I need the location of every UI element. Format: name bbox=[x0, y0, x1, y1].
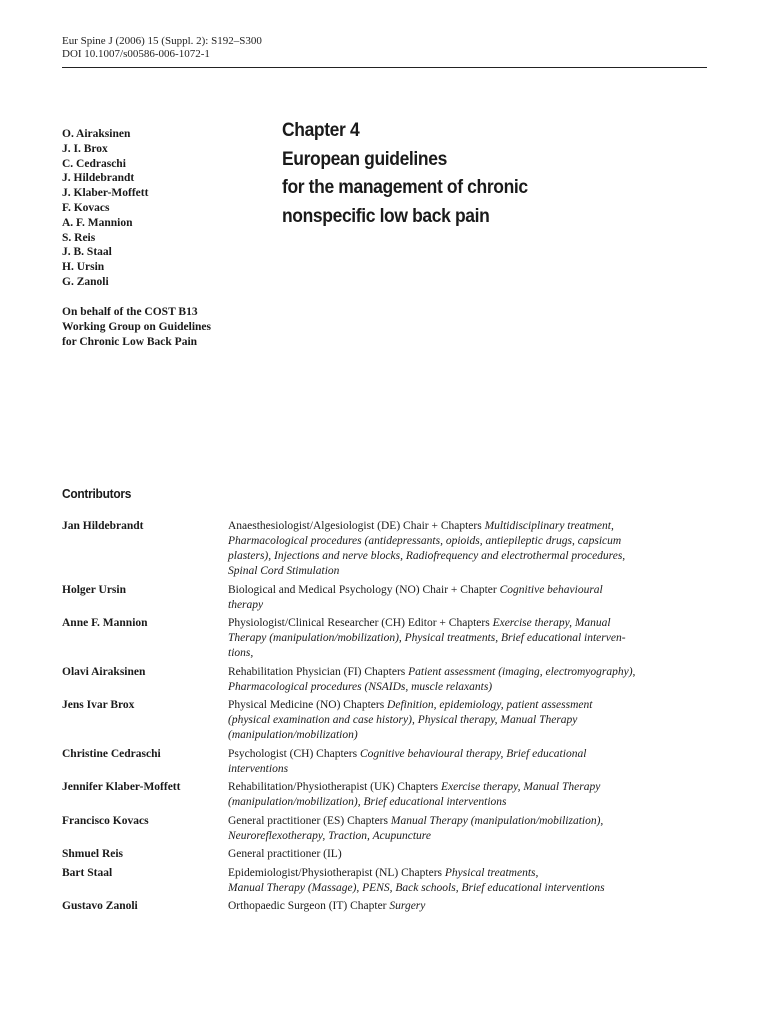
contributor-role-line bbox=[228, 631, 708, 646]
chapter-topics: Patient assessment (imaging, electromyography), bbox=[408, 665, 636, 678]
contributor-role-line bbox=[228, 728, 708, 743]
contributor-role bbox=[228, 780, 708, 810]
contributor-role bbox=[228, 847, 708, 862]
chapter-topics: Therapy (manipulation/mobilization), Physical treatments, Brief educational interven- bbox=[228, 632, 626, 644]
header-rule bbox=[62, 67, 707, 68]
author-name: A. F. Mannion bbox=[62, 216, 133, 229]
contributor-role-line bbox=[228, 795, 708, 810]
author-name: F. Kovacs bbox=[62, 201, 110, 214]
contributor-role-line bbox=[228, 519, 708, 534]
contributors-table bbox=[62, 519, 712, 918]
contributor-role bbox=[228, 899, 708, 914]
contributor-role bbox=[228, 814, 708, 844]
contributor-name: Holger Ursin bbox=[62, 583, 126, 596]
chapter-topics: Exercise therapy, Manual Therapy bbox=[441, 781, 601, 793]
chapter-title-line: Chapter 4 bbox=[282, 120, 360, 141]
contributor-role-line bbox=[228, 899, 708, 914]
contributor-row bbox=[62, 583, 712, 613]
chapter-topics: Exercise therapy, Manual bbox=[492, 617, 611, 629]
role-text: Rehabilitation/Physiotherapist (UK) Chapters bbox=[228, 781, 442, 793]
contributor-name: Francisco Kovacs bbox=[62, 814, 149, 827]
contributor-name: Bart Staal bbox=[62, 866, 113, 879]
contributor-role-line bbox=[228, 698, 708, 713]
chapter-topics: Definition, epidemiology, patient assessment bbox=[387, 699, 593, 711]
chapter-title-line: nonspecific low back pain bbox=[282, 205, 490, 227]
role-text: Physiologist/Clinical Researcher (CH) Editor + Chapters bbox=[228, 617, 493, 629]
author-name: O. Airaksinen bbox=[62, 128, 131, 140]
author-name: J. B. Staal bbox=[62, 246, 112, 259]
contributor-name: Jennifer Klaber-Moffett bbox=[62, 781, 181, 793]
chapter-topics: interventions bbox=[228, 762, 289, 775]
chapter-title-line: European guidelines bbox=[282, 148, 447, 170]
contributor-role-line bbox=[228, 747, 708, 762]
contributor-row bbox=[62, 665, 712, 695]
contributor-role-line bbox=[228, 814, 708, 829]
author-name: S. Reis bbox=[62, 231, 96, 244]
role-text: Anaesthesiologist/Algesiologist (DE) Chair + Chapters bbox=[228, 520, 485, 532]
chapter-topics: Cognitive behavioural bbox=[499, 583, 603, 596]
chapter-topics: Cognitive behavioural therapy, Brief educational bbox=[359, 747, 587, 760]
contributor-name: Olavi Airaksinen bbox=[62, 665, 146, 678]
contributor-role-line bbox=[228, 534, 708, 549]
chapter-topics: Physical treatments, bbox=[444, 866, 539, 879]
chapter-topics: Spinal Cord Stimulation bbox=[228, 565, 340, 577]
contributor-role bbox=[228, 665, 708, 695]
chapter-topics: Manual Therapy (Massage), PENS, Back schools, Brief educational interventions bbox=[228, 881, 605, 894]
chapter-title-line: for the management of chronic bbox=[282, 177, 528, 198]
contributor-row bbox=[62, 616, 712, 661]
contributor-role-line bbox=[228, 665, 708, 680]
role-text: Biological and Medical Psychology (NO) Chair + Chapter bbox=[228, 583, 500, 596]
author-name: H. Ursin bbox=[62, 261, 105, 274]
chapter-topics: (manipulation/mobilization) bbox=[228, 729, 358, 741]
chapter-title bbox=[282, 117, 528, 231]
chapter-topics: Multidisciplinary treatment, bbox=[484, 520, 614, 532]
contributor-role bbox=[228, 583, 708, 613]
contributor-role-line bbox=[228, 762, 708, 777]
contributor-role-line bbox=[228, 780, 708, 795]
role-text: Epidemiologist/Physiotherapist (NL) Chapters bbox=[228, 866, 445, 879]
contributor-role-line bbox=[228, 646, 708, 661]
doi-line: DOI 10.1007/s00586-006-1072-1 bbox=[62, 48, 210, 60]
contributor-role-line bbox=[228, 598, 708, 613]
chapter-topics: Manual Therapy (manipulation/mobilization), bbox=[390, 814, 604, 827]
working-group-note bbox=[62, 305, 211, 349]
chapter-topics: Surgery bbox=[389, 900, 426, 912]
journal-citation: Eur Spine J (2006) 15 (Suppl. 2): S192–S300 bbox=[62, 35, 262, 47]
contributor-role-line bbox=[228, 549, 708, 564]
chapter-topics: (manipulation/mobilization), Brief educational interventions bbox=[228, 796, 507, 808]
contributor-row bbox=[62, 847, 712, 862]
chapter-topics: (physical examination and case history), Physical therapy, Manual Therapy bbox=[228, 714, 578, 726]
contributor-role-line bbox=[228, 866, 708, 881]
contributor-role bbox=[228, 519, 708, 579]
author-name: J. Hildebrandt bbox=[62, 172, 135, 185]
contributor-name: Shmuel Reis bbox=[62, 848, 124, 860]
author-name: C. Cedraschi bbox=[62, 157, 126, 170]
author-list bbox=[62, 127, 148, 290]
contributors-heading: Contributors bbox=[62, 486, 132, 501]
chapter-topics: tions, bbox=[228, 647, 254, 659]
contributor-row bbox=[62, 899, 712, 914]
chapter-topics: Neuroreflexotherapy, Traction, Acupuncture bbox=[228, 829, 431, 842]
role-text: General practitioner (ES) Chapters bbox=[228, 814, 391, 827]
contributor-name: Gustavo Zanoli bbox=[62, 900, 138, 912]
contributor-name: Jens Ivar Brox bbox=[62, 699, 135, 711]
contributor-role-line bbox=[228, 847, 708, 862]
role-text: Rehabilitation Physician (FI) Chapters bbox=[228, 665, 409, 678]
contributor-role-line bbox=[228, 583, 708, 598]
contributor-role-line bbox=[228, 881, 708, 896]
contributor-name: Christine Cedraschi bbox=[62, 747, 161, 760]
journal-header bbox=[62, 35, 262, 61]
working-group-line: for Chronic Low Back Pain bbox=[62, 335, 198, 348]
contributor-role-line bbox=[228, 829, 708, 844]
role-text: Orthopaedic Surgeon (IT) Chapter bbox=[228, 900, 390, 912]
chapter-topics: plasters), Injections and nerve blocks, Radiofrequency and electrothermal procedures, bbox=[228, 550, 626, 562]
contributor-row bbox=[62, 698, 712, 743]
contributor-role-line bbox=[228, 713, 708, 728]
contributor-role bbox=[228, 866, 708, 896]
contributor-role-line bbox=[228, 564, 708, 579]
contributor-role bbox=[228, 698, 708, 743]
contributor-role-line bbox=[228, 680, 708, 695]
author-name: G. Zanoli bbox=[62, 275, 109, 288]
contributor-role bbox=[228, 747, 708, 777]
contributor-name: Jan Hildebrandt bbox=[62, 520, 144, 532]
chapter-topics: therapy bbox=[228, 598, 264, 611]
contributor-row bbox=[62, 814, 712, 844]
role-text: Psychologist (CH) Chapters bbox=[228, 747, 360, 760]
contributor-row bbox=[62, 519, 712, 579]
working-group-line: Working Group on Guidelines bbox=[62, 320, 212, 333]
contributor-role bbox=[228, 616, 708, 661]
contributor-row bbox=[62, 866, 712, 896]
author-name: J. Klaber-Moffett bbox=[62, 187, 149, 200]
contributor-row bbox=[62, 747, 712, 777]
chapter-topics: Pharmacological procedures (NSAIDs, muscle relaxants) bbox=[228, 680, 493, 693]
contributor-role-line bbox=[228, 616, 708, 631]
role-text: General practitioner (IL) bbox=[228, 848, 342, 860]
contributor-name: Anne F. Mannion bbox=[62, 617, 148, 629]
chapter-topics: Pharmacological procedures (antidepressants, opioids, antiepileptic drugs, capsicum bbox=[228, 535, 622, 547]
author-name: J. I. Brox bbox=[62, 142, 108, 155]
contributor-row bbox=[62, 780, 712, 810]
role-text: Physical Medicine (NO) Chapters bbox=[228, 699, 388, 711]
working-group-line: On behalf of the COST B13 bbox=[62, 306, 198, 318]
